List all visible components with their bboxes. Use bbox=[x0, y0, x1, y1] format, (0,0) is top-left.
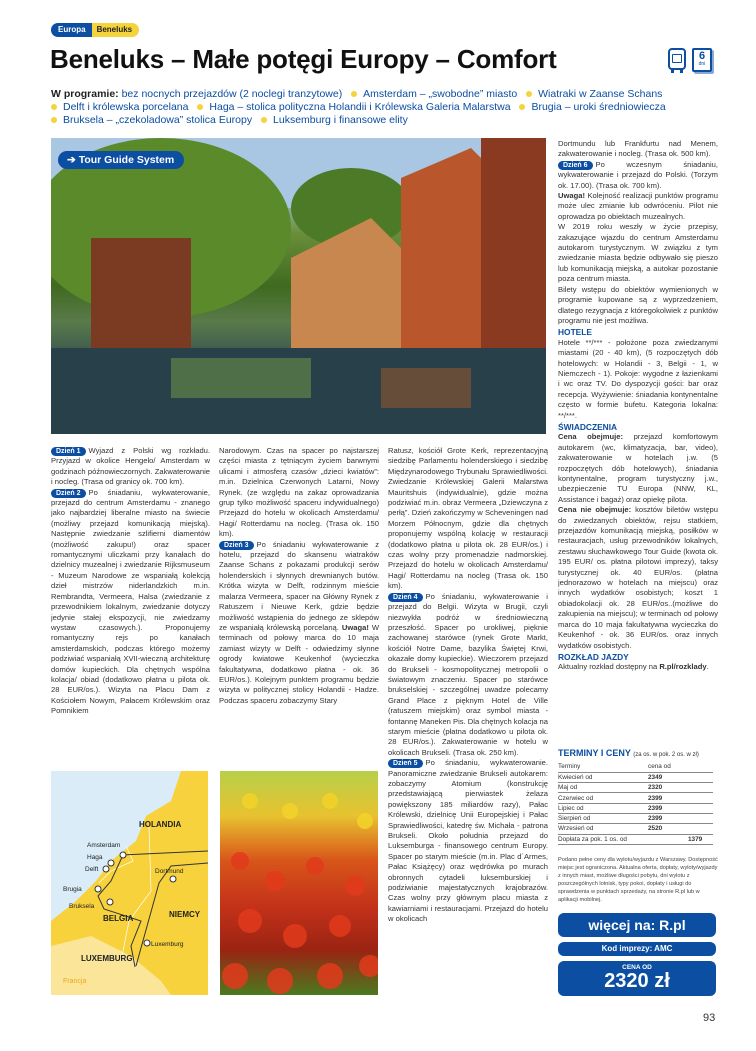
map-city-dortmund: Dortmund bbox=[155, 868, 184, 875]
day-3-text-b: W terminach od połowy marca do 10 maja zamiast wizyty w Delft - odwiedzimy słynne ogrody kwiatowe Keukenhof (wycieczka fakultatywna, dodatkowo płatna - ok. 36 EUR/os.). Kolejnym punktem programu będzie wizyta w politycznej stolicy Holandii - Hadze. Podczas spaceru zobaczymy Stary bbox=[219, 622, 379, 705]
program-item: Bruksela – „czekoladowa” stolica Europy bbox=[63, 114, 253, 126]
day-3-warning: Uwaga! bbox=[341, 622, 369, 632]
prices-footnote: Podano pełne ceny dla wylotu/wyjazdu z Warszawy. Dostępność miejsc jest ograniczona. Aktualna oferta, dopłaty, wyloty/wyjazdy z innych miast, możliwe długości pobytu, dni wylotu z poszczególnych lotnisk, typy pokoi, dopłaty i usługi do sprawdzenia w punktach sprzedaży, na stronie R.pl lub w aplikacji mobilnej. bbox=[558, 857, 718, 903]
notes-amsterdam: W 2019 roku weszły w życie przepisy, zakazujące wjazdu do centrum Amsterdamu autokarom turystycznym. W związku z tym zwiedzanie miasta będzie odbywało się pieszo lub komunikacją miejską, a autokar pozostanie poza centrum miasta. bbox=[558, 222, 718, 284]
table-row bbox=[558, 783, 713, 793]
calendar-days-icon bbox=[692, 48, 712, 72]
day-4-text: Po śniadaniu, wykwaterowanie i przejazd do Belgii. Wizyta w Brugii, czyli niezwykła podróż w średniowieczną przeszłość. Spacer po urokliwej, pięknie zachowanej starówce (rynek Grote Markt, kościół Notre Dame, bazylika Świętej Krwi, okazałe domy kupieckie). Wieczorem przejazd do Brukseli - kosmopolitycznej metropolii o światowym znaczeniu. Spacer po starówce brukselskiej - szczególnej uwadze polecamy Grand Place z pięknym Hotel de Ville (ratuszem miejskim) oraz symbol miasta - fontannę Maneken Pis. Dla chętnych kolacja na starym mieście (płatna dodatkowo u pilota ok. 28 EUR/os.). Zakwaterowanie w hotelu w okolicach Brukseli. (Trasa ok. 250 km). bbox=[388, 591, 548, 757]
day-3-badge: Dzień 3 bbox=[219, 541, 254, 550]
prices-subtitle: (za os. w pok. 2 os. w zł) bbox=[633, 752, 699, 758]
program-item: Haga – stolica polityczna Holandii i Królewska Galeria Malarstwa bbox=[209, 101, 511, 113]
price-includes-label: Cena obejmuje: bbox=[558, 432, 623, 442]
map-city-brugia: Brugia bbox=[63, 886, 82, 893]
col-term: Terminy bbox=[558, 762, 648, 772]
program-item: bez nocnych przejazdów (2 noclegi tranzytowe) bbox=[121, 88, 343, 100]
program-highlights bbox=[51, 88, 711, 127]
term: Kwiecień od bbox=[558, 772, 648, 782]
day-1-text: Wyjazd z Polski wg rozkładu. Przyjazd w okolice Hengelo/ Amsterdam w godzinach późnowieczornych. Zakwaterowanie i nocleg. (Trasa od granicy ok. 700 km). bbox=[51, 446, 210, 487]
notes-warning-text: Kolejność realizacji punktów programu może ulec zmianie lub odwróceniu. Pilot nie oprowadza po obiektach muzealnych. bbox=[558, 191, 718, 221]
tulip-illustration bbox=[220, 771, 378, 995]
price: 2320 bbox=[648, 783, 688, 793]
bruges-canal-photo bbox=[51, 138, 546, 434]
more-info-button[interactable]: więcej na: R.pl bbox=[558, 913, 716, 937]
hotels-heading: HOTELE bbox=[558, 327, 592, 338]
itinerary-column-2 bbox=[219, 446, 379, 768]
price: 2520 bbox=[648, 824, 688, 834]
program-item: Wiatraki w Zaanse Schans bbox=[538, 88, 663, 100]
title-bold: Beneluks bbox=[50, 44, 165, 74]
program-item: Amsterdam – „swobodne” miasto bbox=[363, 88, 518, 100]
day-4-badge: Dzień 4 bbox=[388, 593, 423, 602]
prices-heading bbox=[558, 748, 699, 758]
schedule-end: . bbox=[706, 662, 709, 672]
tag-europa[interactable]: Europa bbox=[51, 23, 92, 37]
photo-illustration bbox=[51, 138, 546, 434]
table-row-supplement bbox=[558, 834, 713, 844]
tour-guide-system-badge[interactable]: ➔ Tour Guide System bbox=[58, 151, 184, 169]
day-1-badge: Dzień 1 bbox=[51, 447, 86, 456]
bullet-dot-icon bbox=[197, 104, 203, 110]
page-title bbox=[50, 44, 557, 75]
notes-warning-label: Uwaga! bbox=[558, 191, 586, 201]
price: 2399 bbox=[648, 793, 688, 803]
title-rest: – Małe potęgi Europy – Comfort bbox=[164, 44, 557, 74]
bullet-dot-icon bbox=[51, 117, 57, 123]
day-6-text: Po wczesnym śniadaniu, wykwaterowanie i przejazd do Polski. (Torzym ok. 17.00). (Trasa ok. 700 km). bbox=[558, 159, 718, 190]
term: Wrzesień od bbox=[558, 824, 648, 834]
program-item: Brugia – uroki średniowiecza bbox=[531, 101, 666, 113]
day-3-text-cont: Ratusz, kościół Grote Kerk, reprezentacyjną siedzibę Parlamentu holenderskiego i siedzibę Międzynarodowego Trybunału Sprawiedliwości. Zwiedzanie Królewskiej Galerii Malarstwa Mauritshuis (indywidualnie), gdzie można podziwiać m.in. obraz Vermeera „Dziewczyna z perłą”. Dzień zakończymy w Scheveningen nad Morzem Północnym, gdzie dla chętnych proponujemy wspólną kolację w restauracji (dodatkowo płatna u pilota ok. 28 EUR/os.) i czas wolny przy promenadzie nadmorskiej. Przejazd do hotelu w okolicach Amsterdamu/ Hagi/ Rotterdamu na nocleg (Trasa ok. 150 km). bbox=[388, 446, 548, 591]
schedule-text: Aktualny rozkład dostępny na bbox=[558, 662, 658, 672]
supplement-price: 1379 bbox=[688, 834, 713, 844]
table-row bbox=[558, 824, 713, 834]
price-includes-text: przejazd komfortowym autokarem (wc, klimatyzacja, bar, video), zakwaterowanie w hotelach j.w. (5 rozpoczętych dób hotelowych), śniadania kontynentalne, program turystyczny j.w., ubezpieczenie TU Europa (NNW, KL, Assistance i bagaż) oraz opiekę pilota. bbox=[558, 432, 718, 504]
term: Lipiec od bbox=[558, 803, 648, 813]
schedule-heading: ROZKŁAD JAZDY bbox=[558, 651, 629, 662]
day-5-badge: Dzień 5 bbox=[388, 759, 423, 768]
prices-table bbox=[558, 762, 713, 845]
day-5-text-cont: Dortmundu lub Frankfurtu nad Menem, zakwaterowanie i nocleg. (Trasa ok. 500 km). bbox=[558, 139, 718, 159]
page-number: 93 bbox=[703, 1012, 716, 1024]
price: 2399 bbox=[648, 813, 688, 823]
term: Sierpień od bbox=[558, 813, 648, 823]
map-country-niemcy: NIEMCY bbox=[169, 910, 201, 919]
breadcrumb-tags bbox=[51, 23, 139, 37]
route-map bbox=[51, 771, 208, 995]
price-from-label: CENA OD bbox=[622, 964, 652, 971]
table-header-row bbox=[558, 762, 713, 772]
tour-code-badge: Kod imprezy: AMC bbox=[558, 942, 716, 956]
route-map-svg bbox=[51, 771, 208, 995]
table-row bbox=[558, 793, 713, 803]
day-3-text: Po śniadaniu wykwaterowanie z hotelu, przejazd do skansenu wiatraków Zaanse Schans z pokazami produkcji serów holenderskich i słynnych drewnianych butów. Krótka wizyta w Delft, rodzinnym mieście malarza Vermeera, spacer na Główny Rynek z Ratuszem i Nieuwe Kerk, gdzie będzie możliwość wstąpienia do jednego ze sklepów ze wspaniałą królewską porcelaną. bbox=[219, 539, 379, 632]
itinerary-column-3 bbox=[388, 446, 548, 998]
map-country-luxemburg: LUXEMBURG bbox=[81, 954, 133, 963]
program-item: Delft i królewska porcelana bbox=[63, 101, 189, 113]
day-6-badge: Dzień 6 bbox=[558, 161, 593, 170]
price-from-value: 2320 zł bbox=[604, 970, 670, 992]
program-label: W programie: bbox=[51, 88, 119, 100]
days-unit: dni bbox=[698, 61, 706, 67]
map-city-haga: Haga bbox=[87, 854, 103, 861]
bullet-dot-icon bbox=[51, 104, 57, 110]
price-excludes-label: Cena nie obejmuje: bbox=[558, 505, 632, 515]
price-excludes-text: kosztów biletów wstępu do zwiedzanych obiektów, rejsu statkiem, przejazdów komunikacją miejską, posiłków w restauracjach, usług przewodników lokalnych, zestawu słuchawkowego Tour Guide (kwota ok. 195 EUR/ os. płatna pilotowi imprezy), taksy turystycznej ok. 40 EUR/os. (płatna jednorazowo w hotelach na miejscu) oraz innych wydatków osobistych; koszt 1 obiadokolacji ok. 28 EUR/os..(możliwe do zakupienia na miejscu); w terminach od połowy marca do 10 maja fakultatywna wycieczka do Keukenhof - ok. 36 EUR/os. oraz innych wydatków osobistych. bbox=[558, 505, 718, 650]
map-city-luxemburg: Luxemburg bbox=[151, 941, 184, 948]
table-row bbox=[558, 803, 713, 813]
map-country-francja: Francja bbox=[63, 978, 87, 985]
day-2-text-cont: Narodowym. Czas na spacer po najstarszej części miasta z tętniącym życiem barwnymi ulicami i atmosferą czasów „dzieci kwiatów”: m.in. Dzielnica Czerwonych Latarni, Nowy Rynek. (ze względu na zakaz oprowadzania grup tylko możliwość spaceru indywidualnego) Przejazd do hotelu w okolicach Amsterdamu/ Hagi/ Rotterdamu na nocleg. (Trasa ok. 150 km). bbox=[219, 446, 379, 539]
bullet-dot-icon bbox=[526, 91, 532, 97]
day-2-badge: Dzień 2 bbox=[51, 489, 86, 498]
price: 2349 bbox=[648, 772, 688, 782]
map-city-delft: Delft bbox=[85, 866, 99, 873]
itinerary-column-1 bbox=[51, 446, 210, 768]
map-country-belgia: BELGIA bbox=[103, 914, 134, 923]
bus-icon bbox=[668, 48, 686, 70]
program-item: Luksemburg i finansowe elity bbox=[273, 114, 408, 126]
day-2-text: Po śniadaniu, wykwaterowanie, przejazd do centrum Amsterdamu - znanego jako najbardziej liberalne miasto na świecie (możliwy przejazd komunikacją miejską). Następnie zwiedzanie szlifierni diamentów (możliwość zakupu!) oraz spacer romantycznymi uliczkami przy kanałach do dzielnicy muzealnej i zwiedzanie Rijksmuseum - Muzeum Narodowe ze wspaniałą kolekcją dzieł mistrzów niderlandzkich m.in. Rembrandta, Vermeera, Halsa (zwiedzanie z przewodnikiem lokalnym, zwiedzanie dotyczy jedynie stałej ekspozycji, nie zwiedzamy wystaw czasowych.). Proponujemy romantyczny rejs po kanałach amsterdamskich, podczas którego możemy podziwiać wspaniałą XVII-wieczną architekturę domów kupieckich. Dla chętnych wspólna kolacja/ obiad (dodatkowo płatna u pilota ok. 28 EUR/os.). Wizyta na Placu Dam z Kościołem Nowym, Pałacem Królewskim oraz Pomnikiem bbox=[51, 487, 210, 716]
table-row bbox=[558, 772, 713, 782]
table-row bbox=[558, 813, 713, 823]
days-count: 6 bbox=[698, 50, 706, 62]
map-city-bruksela: Bruksela bbox=[69, 903, 95, 910]
price: 2399 bbox=[648, 803, 688, 813]
map-city-amsterdam: Amsterdam bbox=[87, 842, 121, 849]
term: Maj od bbox=[558, 783, 648, 793]
map-country-holandia: HOLANDIA bbox=[139, 820, 182, 829]
supplement-label: Dopłata za pok. 1 os. od bbox=[558, 834, 688, 844]
bullet-dot-icon bbox=[351, 91, 357, 97]
prices-title: TERMINY I CENY bbox=[558, 748, 631, 758]
price-from-badge bbox=[558, 961, 716, 996]
bullet-dot-icon bbox=[519, 104, 525, 110]
schedule-link[interactable]: R.pl/rozklady bbox=[659, 662, 707, 672]
header-icons bbox=[668, 48, 712, 72]
tag-beneluks[interactable]: Beneluks bbox=[92, 23, 140, 37]
col-price: cena od bbox=[648, 762, 688, 772]
hotels-text: Hotele **/*** - położone poza zwiedzanymi miastami (20 - 40 km), (5 rozpoczętych dób hotelowych: w Holandii - 3, Belgii - 1, w Niemczech - 1). Pokoje: wygodne z łazienkami i wc oraz TV. Do dyspozycji gości: bar oraz recepcja. Wyżywienie: śniadania kontynentalne często w formie bufetu. Kategoria lokalna: **/***. bbox=[558, 337, 718, 420]
services-heading: ŚWIADCZENIA bbox=[558, 421, 618, 432]
info-column bbox=[558, 139, 718, 745]
term: Czerwiec od bbox=[558, 793, 648, 803]
day-5-text: Po śniadaniu, wykwaterowanie. Panoramiczne zwiedzanie Brukseli autokarem: zobaczymy Atomium (konstrukcję przedstawiającą pierwiastek żelaza powiększony 185 miliardów razy), Pałac Królewski, dzielnicę Unii Europejskiej i Pałac Sprawiedliwości, katedrę św. Michała - patrona Brukseli. Około południa przejazd do Luksemburga - finansowego centrum Europy. Spacer po starym mieście (m.in. Plac d´Armes, Pałac Książęcy) oraz wędrówka po murach obronnych cytadeli luksemburskiej i podziwianie majestatycznych krajobrazów. Czas wolny przy głównym placu miasta z kawiarniami i restauracjami. Przejazd do hotelu w okolicach bbox=[388, 758, 548, 924]
bullet-dot-icon bbox=[261, 117, 267, 123]
tulip-field-photo bbox=[220, 771, 378, 995]
notes-tickets: Bilety wstępu do obiektów wymienionych w programie kupowane są z wyprzedzeniem, dlatego rezygnacja z któregokolwiek z punktów programu nie jest możliwa. bbox=[558, 284, 718, 325]
